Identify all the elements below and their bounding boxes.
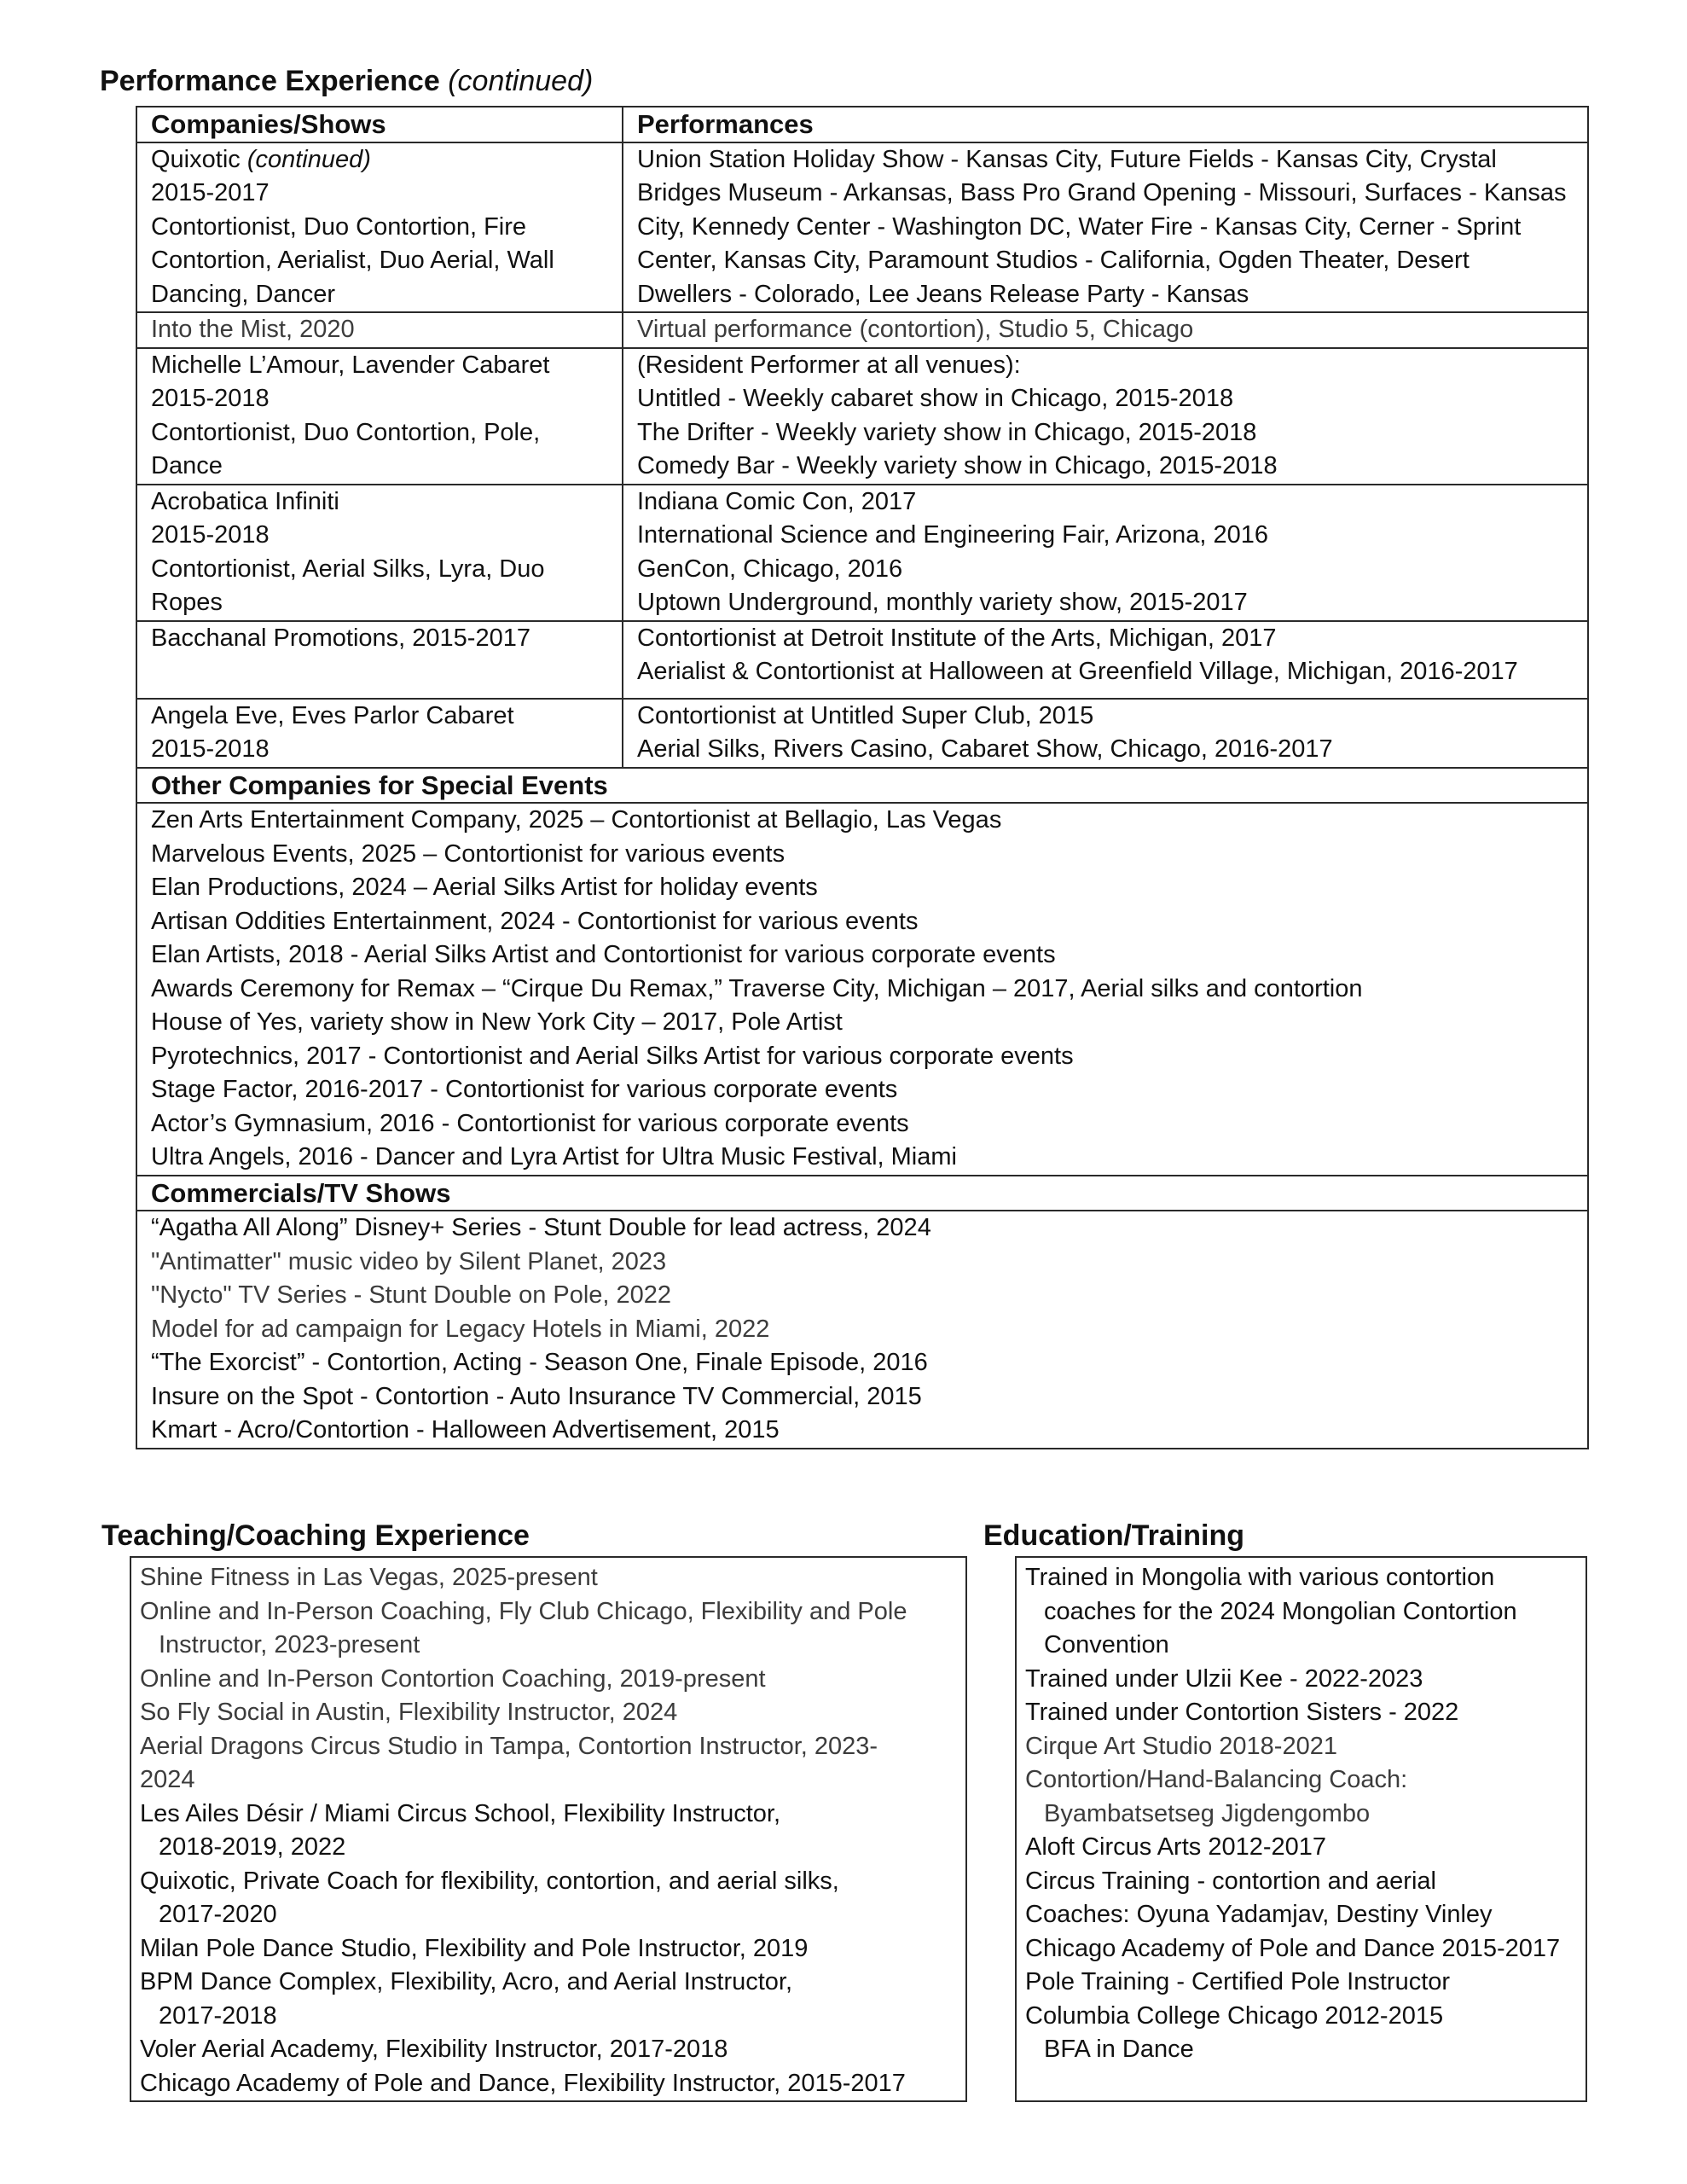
performance-line: Center, Kansas City, Paramount Studios - California, Ogden Theater, Desert [637, 247, 1470, 274]
list-item [140, 2067, 957, 2101]
performance-line: Bridges Museum - Arkansas, Bass Pro Grand Opening - Missouri, Surfaces - Kansas [637, 179, 1567, 206]
company-cell [136, 348, 623, 485]
performance-cell [623, 699, 1588, 768]
list-item: Artisan Oddities Entertainment, 2024 - Contortionist for various events [151, 907, 919, 935]
list-item-text: 2017-2018 [159, 2001, 277, 2030]
list-item: Ultra Angels, 2016 - Dancer and Lyra Artist for Ultra Music Festival, Miami [151, 1143, 957, 1170]
company-name-suffix: (continued) [246, 145, 371, 173]
list-item-text: Trained under Contortion Sisters - 2022 [1025, 1699, 1459, 1726]
list-item [140, 2033, 957, 2067]
list-item: Awards Ceremony for Remax – “Cirque Du Remax,” Traverse City, Michigan – 2017, Aerial silks and contortion [151, 974, 1363, 1002]
company-line: Angela Eve, Eves Parlor Cabaret [151, 701, 514, 729]
performance-cell [623, 485, 1588, 621]
list-item: “Agatha All Along” Disney+ Series - Stunt Double for lead actress, 2024 [151, 1214, 931, 1241]
list-item-text: Quixotic, Private Coach for flexibility, contortion, and aerial silks, [140, 1867, 839, 1895]
list-item-text: 2018-2019, 2022 [159, 1833, 346, 1861]
list-item-text: Shine Fitness in Las Vegas, 2025-present [140, 1564, 598, 1591]
list-item-text: Chicago Academy of Pole and Dance 2015-2017 [1025, 1934, 1561, 1962]
company-cell [136, 312, 623, 348]
list-item [1025, 1696, 1577, 1730]
list-item: "Antimatter" music video by Silent Planet, 2023 [151, 1247, 667, 1275]
performance-cell [623, 142, 1588, 313]
list-item [140, 1798, 957, 1865]
list-item-text: Convention [1044, 1631, 1169, 1658]
list-item-text: 2024 [140, 1766, 195, 1793]
company-cell [136, 621, 623, 699]
list-item [140, 1966, 957, 2033]
performance-line: (Resident Performer at all venues): [637, 351, 1021, 379]
performance-line: City, Kennedy Center - Washington DC, Water Fire - Kansas City, Cerner - Sprint [637, 212, 1522, 241]
list-item-text: coaches for the 2024 Mongolian Contortion [1044, 1597, 1517, 1625]
performance-line: Union Station Holiday Show - Kansas City, Future Fields - Kansas City, Crystal [637, 145, 1497, 173]
page-title [100, 61, 593, 101]
list-item [140, 1561, 957, 1595]
list-item [1025, 1561, 1577, 1663]
performance-cell [623, 348, 1588, 485]
performance-line: The Drifter - Weekly variety show in Chicago, 2015-2018 [637, 418, 1257, 446]
list-item: "Nycto" TV Series - Stunt Double on Pole, 2022 [151, 1281, 672, 1309]
list-item [1025, 1763, 1577, 1831]
list-item: “The Exorcist” - Contortion, Acting - Season One, Finale Episode, 2016 [151, 1349, 928, 1376]
table-row [136, 485, 1588, 621]
special-events-row [136, 803, 1588, 1176]
list-item [1025, 1966, 1577, 2000]
list-item-text: Pole Training - Certified Pole Instructor [1025, 1968, 1451, 1995]
teaching-heading: Teaching/Coaching Experience [101, 1519, 530, 1552]
list-item [1025, 1898, 1577, 1932]
list-item [1025, 1730, 1577, 1764]
company-line: Michelle L’Amour, Lavender Cabaret [151, 351, 550, 379]
table-row [136, 142, 1588, 313]
list-item-text: Les Ailes Désir / Miami Circus School, Flexibility Instructor, [140, 1799, 780, 1827]
list-item: Pyrotechnics, 2017 - Contortionist and Aerial Silks Artist for various corporate events [151, 1042, 1074, 1070]
special-events-title: Other Companies for Special Events [136, 768, 1588, 804]
header-performances: Performances [623, 107, 1588, 142]
company-line: Into the Mist, 2020 [151, 316, 355, 343]
list-item-text: Trained in Mongolia with various contortion [1025, 1564, 1495, 1591]
list-item [1025, 1663, 1577, 1697]
list-item: Model for ad campaign for Legacy Hotels in Miami, 2022 [151, 1315, 770, 1343]
list-item-text: Voler Aerial Academy, Flexibility Instructor, 2017-2018 [140, 2036, 728, 2063]
company-cell [136, 699, 623, 768]
list-item-text: Online and In-Person Contortion Coaching, 2019-present [140, 1664, 766, 1693]
page-title-suffix: (continued) [448, 65, 594, 97]
commercials-list [136, 1211, 1588, 1449]
list-item: Zen Arts Entertainment Company, 2025 – Contortionist at Bellagio, Las Vegas [151, 806, 1002, 834]
list-item [140, 1595, 957, 1663]
list-item-text: Contortion/Hand-Balancing Coach: [1025, 1766, 1408, 1793]
company-line: Contortionist, Aerial Silks, Lyra, Duo [151, 555, 545, 583]
list-item-text: 2017-2020 [159, 1901, 277, 1928]
list-item [140, 1663, 957, 1697]
list-item-text: BPM Dance Complex, Flexibility, Acro, and Aerial Instructor, [140, 1968, 793, 1995]
performance-line: GenCon, Chicago, 2016 [637, 555, 903, 583]
performance-line: Dwellers - Colorado, Lee Jeans Release Party - Kansas [637, 280, 1249, 308]
list-item-text: Instructor, 2023-present [159, 1631, 420, 1658]
list-item-text: So Fly Social in Austin, Flexibility Instructor, 2024 [140, 1699, 678, 1726]
performance-table [136, 106, 1589, 1449]
list-item [1025, 2000, 1577, 2067]
company-line: 2015-2018 [151, 385, 270, 412]
company-line: 2015-2018 [151, 735, 270, 763]
list-item: Elan Productions, 2024 – Aerial Silks Artist for holiday events [151, 874, 818, 901]
header-companies: Companies/Shows [136, 107, 623, 142]
company-name-line [151, 143, 622, 177]
list-item [140, 1696, 957, 1730]
list-item: Stage Factor, 2016-2017 - Contortionist for various corporate events [151, 1076, 898, 1103]
special-events-list [136, 803, 1588, 1176]
company-line: Dancing, Dancer [151, 280, 335, 308]
company-line: 2015-2017 [151, 179, 270, 206]
list-item-text: Byambatsetseg Jigdengombo [1044, 1799, 1371, 1827]
list-item [1025, 1932, 1577, 1966]
list-item-text: Chicago Academy of Pole and Dance, Flexibility Instructor, 2015-2017 [140, 2069, 906, 2097]
list-item [1025, 1831, 1577, 1865]
table-header-row [136, 107, 1588, 142]
list-item: House of Yes, variety show in New York City – 2017, Pole Artist [151, 1008, 843, 1036]
company-line: Contortionist, Duo Contortion, Fire [151, 212, 527, 241]
commercials-title: Commercials/TV Shows [136, 1176, 1588, 1211]
list-item-text: Cirque Art Studio 2018-2021 [1025, 1732, 1337, 1760]
performance-line: Uptown Underground, monthly variety show, 2015-2017 [637, 589, 1248, 616]
list-item-text: Columbia College Chicago 2012-2015 [1025, 2001, 1444, 2030]
list-item [140, 1730, 957, 1798]
list-item [140, 1932, 957, 1966]
teaching-list [130, 1556, 967, 2102]
table-row [136, 699, 1588, 768]
company-line: Dance [151, 452, 223, 479]
education-heading: Education/Training [983, 1519, 1245, 1552]
company-name: Quixotic [151, 145, 241, 173]
company-line: 2015-2018 [151, 521, 270, 549]
performance-cell [623, 312, 1588, 348]
list-item: Insure on the Spot - Contortion - Auto Insurance TV Commercial, 2015 [151, 1382, 922, 1410]
company-line: Contortionist, Duo Contortion, Pole, [151, 418, 541, 446]
list-item-text: Milan Pole Dance Studio, Flexibility and Pole Instructor, 2019 [140, 1934, 809, 1962]
list-item-text: Circus Training - contortion and aerial [1025, 1867, 1436, 1895]
company-line: Acrobatica Infiniti [151, 487, 339, 515]
list-item [1025, 1865, 1577, 1899]
table-row [136, 348, 1588, 485]
table-row [136, 312, 1588, 348]
section-header-row [136, 768, 1588, 804]
table-row [136, 621, 1588, 699]
performance-line: Comedy Bar - Weekly variety show in Chicago, 2015-2018 [637, 452, 1278, 479]
company-line: Bacchanal Promotions, 2015-2017 [151, 624, 530, 652]
performance-line: Contortionist at Untitled Super Club, 2015 [637, 701, 1094, 729]
list-item-text: Aloft Circus Arts 2012-2017 [1025, 1833, 1327, 1861]
company-line: Ropes [151, 589, 223, 616]
list-item: Elan Artists, 2018 - Aerial Silks Artist and Contortionist for various corporate events [151, 941, 1056, 968]
list-item: Actor’s Gymnasium, 2016 - Contortionist for various corporate events [151, 1109, 909, 1137]
list-item: Marvelous Events, 2025 – Contortionist for various events [151, 839, 786, 868]
list-item [140, 1865, 957, 1932]
page-title-text: Performance Experience [100, 65, 440, 97]
commercials-row [136, 1211, 1588, 1449]
section-header-row [136, 1176, 1588, 1211]
performance-cell [623, 621, 1588, 699]
performance-line: Aerialist & Contortionist at Halloween at Greenfield Village, Michigan, 2016-2017 [637, 658, 1518, 685]
performance-line: Contortionist at Detroit Institute of the Arts, Michigan, 2017 [637, 624, 1277, 652]
list-item-text: Online and In-Person Coaching, Fly Club Chicago, Flexibility and Pole [140, 1597, 907, 1625]
performance-line: Untitled - Weekly cabaret show in Chicago, 2015-2018 [637, 385, 1234, 412]
performance-line: International Science and Engineering Fair, Arizona, 2016 [637, 521, 1268, 549]
list-item-text: Aerial Dragons Circus Studio in Tampa, Contortion Instructor, 2023- [140, 1732, 878, 1760]
list-item-text: Coaches: Oyuna Yadamjav, Destiny Vinley [1025, 1901, 1493, 1928]
company-cell [136, 485, 623, 621]
company-cell [136, 142, 623, 313]
performance-line: Virtual performance (contortion), Studio 5, Chicago [637, 316, 1194, 343]
company-line: Contortion, Aerialist, Duo Aerial, Wall [151, 247, 554, 274]
performance-line: Indiana Comic Con, 2017 [637, 487, 917, 515]
education-list [1015, 1556, 1587, 2102]
list-item-text: BFA in Dance [1044, 2036, 1194, 2063]
list-item-text: Trained under Ulzii Kee - 2022-2023 [1025, 1664, 1423, 1693]
performance-line: Aerial Silks, Rivers Casino, Cabaret Show, Chicago, 2016-2017 [637, 735, 1333, 763]
list-item: Kmart - Acro/Contortion - Halloween Advertisement, 2015 [151, 1416, 780, 1443]
